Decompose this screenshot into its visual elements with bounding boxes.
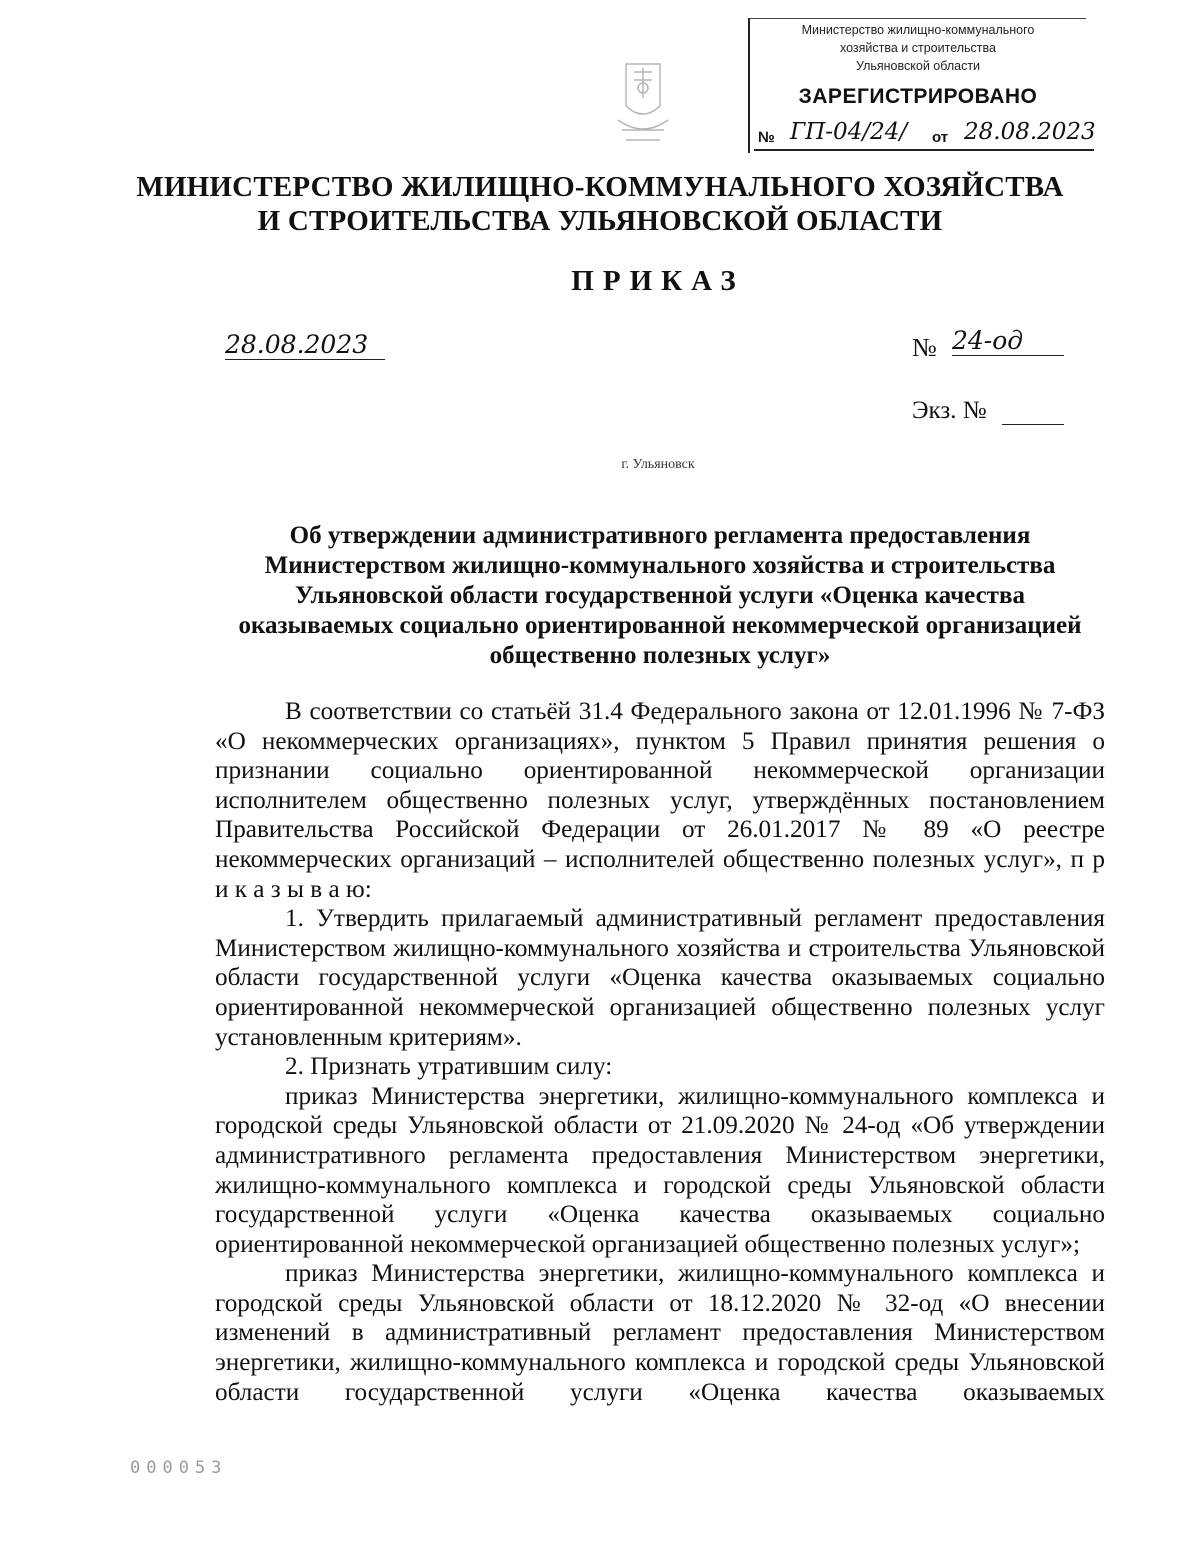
order-number-label: №	[912, 333, 937, 362]
stamp-number-label: №	[758, 129, 775, 146]
stamp-status: ЗАРЕГИСТРИРОВАНО	[798, 85, 1038, 108]
ministry-title-line-1: МИНИСТЕРСТВО ЖИЛИЩНО-КОММУНАЛЬНОГО ХОЗЯЙСТВА	[136, 171, 1064, 203]
stamp-org-line-2: хозяйства и строительства	[840, 41, 996, 55]
stamp-registration-line	[754, 119, 1094, 151]
order-date: 28.08.2023	[225, 330, 385, 360]
order-body	[215, 697, 1105, 1407]
copy-number-blank	[1002, 424, 1064, 425]
stamp-date-label: от	[932, 129, 949, 146]
item-2-sub-2-paragraph: приказ Министерства энергетики, жилищно-коммунального комплекса и городской среды Ульяновской области от 18.12.2020 № 32-од «О внесении изменений в административный регламент предоставления Министерством энергетики, жилищно-коммунального комплекса и городской среды Ульяновской области государственной услуги «Оценка качества оказываемых	[215, 1260, 1105, 1406]
stamp-org-line-1: Министерство жилищно-коммунального	[801, 23, 1035, 37]
stamp-org-line-3: Ульяновской области	[855, 59, 981, 73]
order-subject: Об утверждении административного регламента предоставления Министерством жилищно-коммунального хозяйства и строительства Ульяновской области государственной услуги «Оценка качества оказываемых социально ориентированной некоммерческой организацией общественно полезных услуг»	[238, 522, 1082, 669]
ministry-title-line-2: И СТРОИТЕЛЬСТВА УЛЬЯНОВСКОЙ ОБЛАСТИ	[257, 205, 943, 237]
document-type: ПРИКАЗ	[571, 265, 745, 297]
item-1-paragraph: 1. Утвердить прилагаемый административный регламент предоставления Министерством жилищно-коммунального хозяйства и строительства Ульяновской области государственной услуги «Оценка качества оказываемых социально ориентированной некоммерческой организацией общественно полезных услуг установленным критериям».	[215, 905, 1105, 1051]
stamp-number-value: ГП-04/24/	[790, 119, 908, 145]
coat-of-arms-emblem	[612, 58, 674, 154]
stamp-date-value: 28.08.2023	[964, 119, 1096, 145]
page-code: 000053	[130, 1458, 228, 1478]
preamble-paragraph: В соответствии со статьёй 31.4 Федерального закона от 12.01.1996 № 7-ФЗ «О некоммерческих организациях», пунктом 5 Правил принятия решения о признании социально ориентированной некоммерческой организации исполнителем общественно полезных услуг, утверждённых постановлением Правительства Российской Федерации от 26.01.2017 № 89 «О реестре некоммерческих организаций – исполнителей общественно полезных услуг», п р и к а з ы в а ю:	[215, 698, 1105, 903]
order-number: 24-од	[952, 326, 1064, 356]
city: г. Ульяновск	[621, 457, 695, 472]
item-2-paragraph: 2. Признать утратившим силу:	[285, 1053, 613, 1081]
item-2-sub-1-paragraph: приказ Министерства энергетики, жилищно-коммунального комплекса и городской среды Ульяновской области от 21.09.2020 № 24-од «Об утверждении административного регламента предоставления Министерством энергетики, жилищно-коммунального комплекса и городской среды Ульяновской области государственной услуги «Оценка качества оказываемых социально ориентированной некоммерческой организацией общественно полезных услуг»;	[215, 1082, 1105, 1258]
copy-number-label: Экз. №	[912, 397, 987, 424]
registration-stamp	[748, 18, 1096, 153]
